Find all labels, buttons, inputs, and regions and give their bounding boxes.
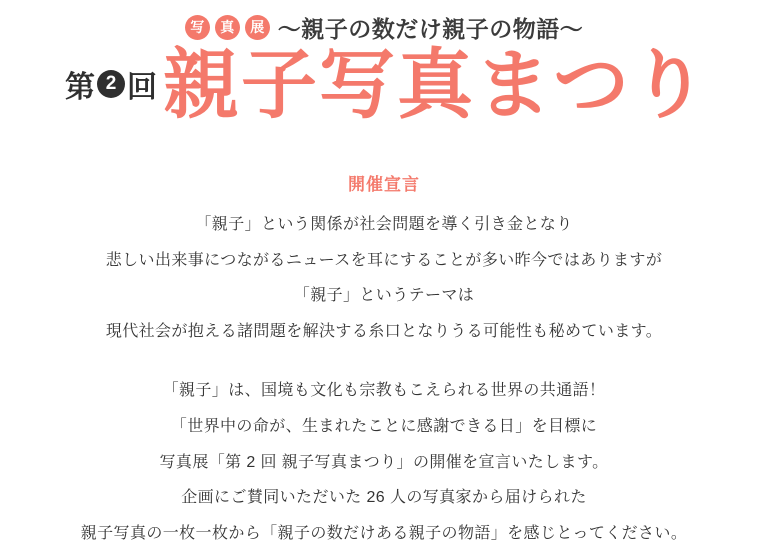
subtitle-row — [0, 10, 768, 44]
poster-subtitle: 〜親子の数だけ親子の物語〜 — [277, 15, 584, 42]
edition-label — [65, 62, 157, 106]
declaration-heading: 開催宣言 — [348, 174, 420, 194]
declaration-line: 「親子」という関係が社会問題を導く引き金となり — [195, 215, 573, 233]
declaration-line: 写真展「第 2 回 親子写真まつり」の開催を宣言いたします。 — [159, 453, 609, 471]
poster-header — [0, 0, 768, 126]
declaration-section — [0, 170, 768, 547]
photo-exhibition-badges — [185, 15, 270, 40]
edition-suffix-text: 回 — [127, 70, 157, 104]
declaration-paragraph-two — [0, 379, 768, 547]
declaration-paragraph-one — [0, 213, 768, 345]
declaration-line: 「親子」というテーマは — [293, 287, 475, 305]
page-title: 親子写真まつり — [163, 43, 709, 128]
declaration-line: 現代社会が抱える諸問題を解決する糸口となりうる可能性も秘めています。 — [105, 323, 663, 341]
edition-prefix-text: 第 — [65, 70, 95, 104]
declaration-line: 「世界中の命が、生まれたことに感謝できる日」を目標に — [170, 417, 598, 435]
declaration-line: 「親子」は、国境も文化も宗教もこえられる世界の共通語！ — [162, 381, 606, 399]
badge-shin: 真 — [215, 15, 240, 40]
edition-number: 2 — [97, 70, 125, 98]
title-row — [0, 43, 768, 128]
declaration-line: 親子写真の一枚一枚から「親子の数だけある親子の物語」を感じとってください。 — [80, 525, 688, 543]
declaration-line: 企画にご賛同いただいた 26 人の写真家から届けられた — [181, 489, 587, 507]
badge-ten: 展 — [245, 15, 270, 40]
declaration-line: 悲しい出来事につながるニュースを耳にすることが多い昨今ではありますが — [105, 251, 663, 269]
badge-sha: 写 — [185, 15, 210, 40]
